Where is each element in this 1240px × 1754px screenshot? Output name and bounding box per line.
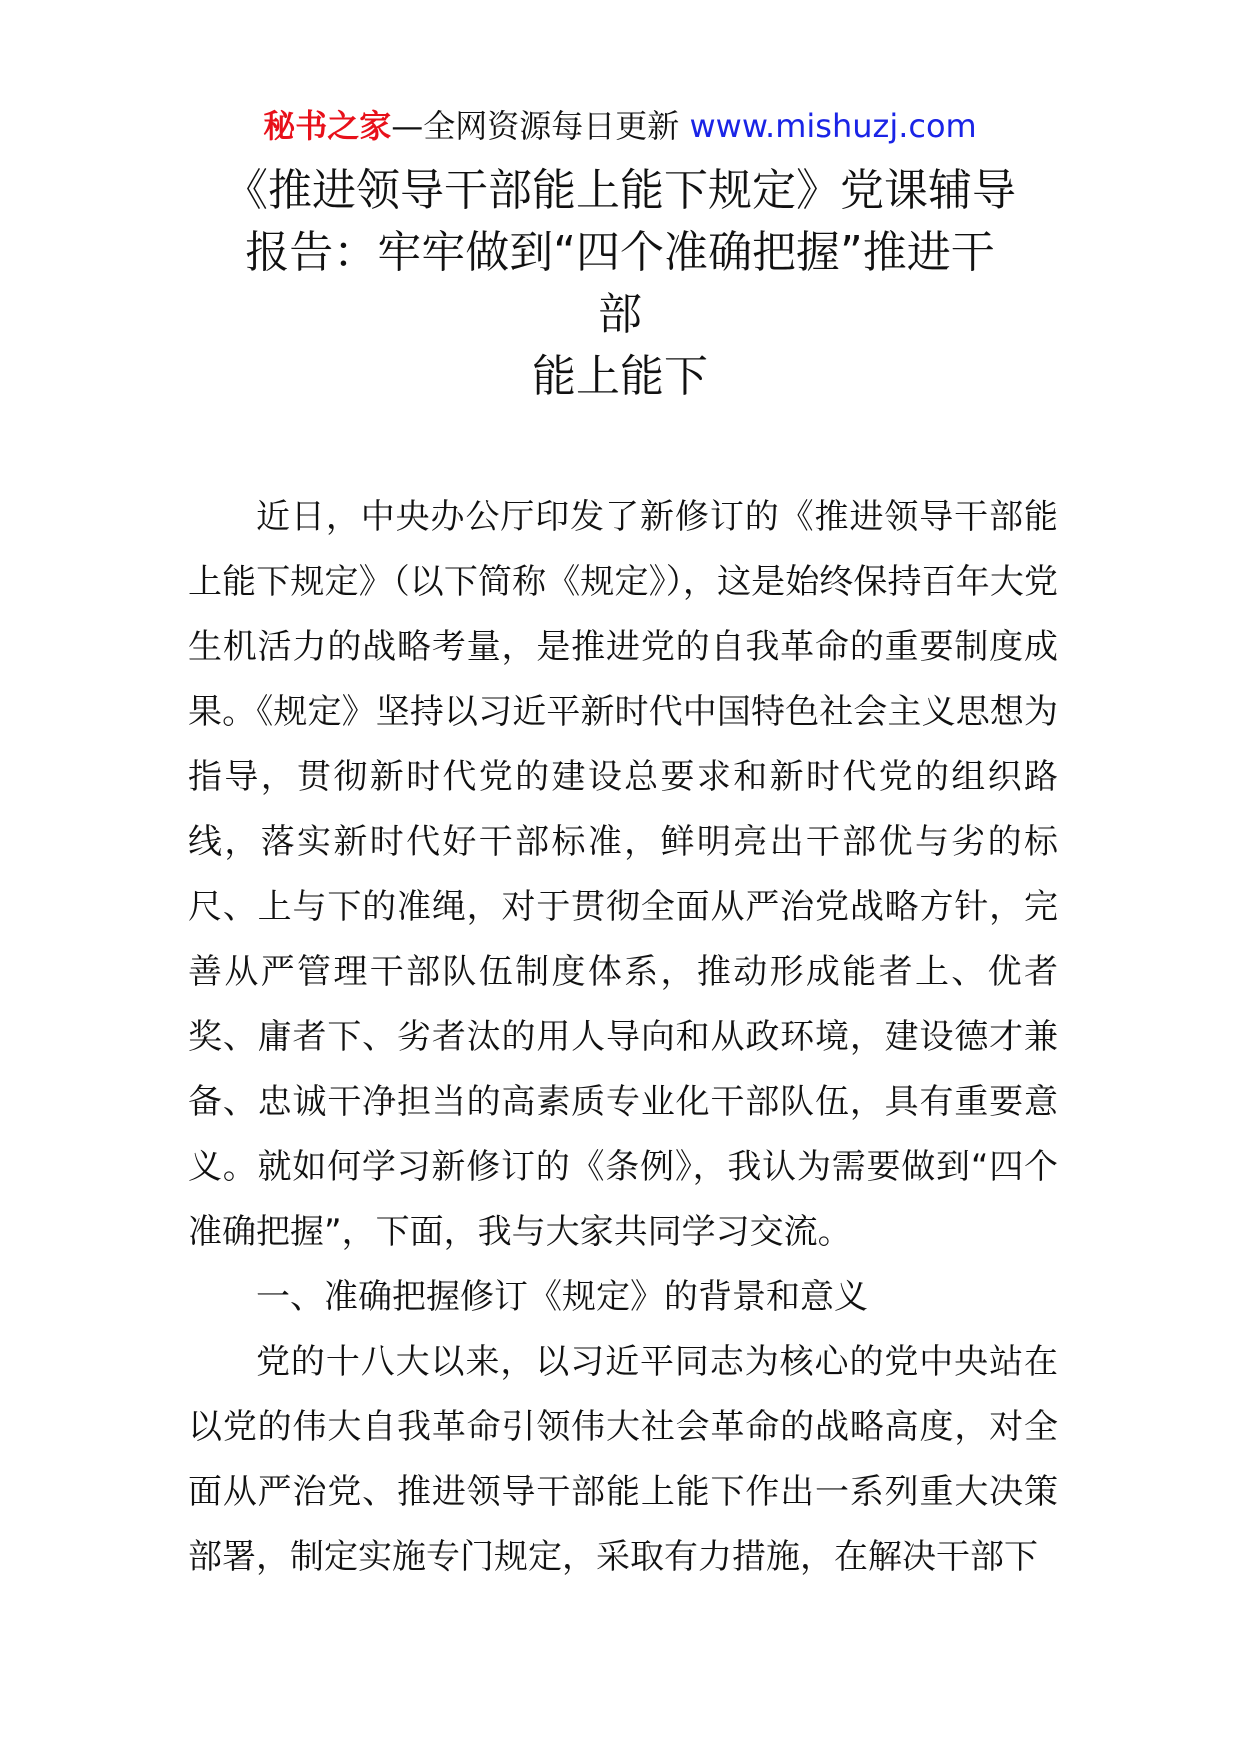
site-header [0, 102, 1240, 150]
site-slogan: —全网资源每日更新 [391, 107, 690, 145]
site-url-link[interactable]: www.mishuzj.com [689, 107, 977, 145]
section-heading: 一、准确把握修订《规定》的背景和意义 [256, 1277, 868, 1317]
title-line: 报告：牢牢做到“四个准确把握”推进干 [245, 227, 995, 278]
title-line: 部 [598, 289, 642, 340]
title-line: 《推进领导干部能上能下规定》党课辅导 [224, 165, 1016, 216]
body-paragraph: 近日，中央办公厅印发了新修订的《推进领导干部能上能下规定》（以下简称《规定》），这是始终保持百年大党生机活力的战略考量，是推进党的自我革命的重要制度成果。《规定》坚持以习近平新时代中国特色社会主义思想为指导，贯彻新时代党的建设总要求和新时代党的组织路线，落实新时代好干部标准，鲜明亮出干部优与劣的标尺、上与下的准绳，对于贯彻全面从严治党战略方针，完善从严管理干部队伍制度体系，推动形成能者上、优者奖、庸者下、劣者汰的用人导向和从政环境，建设德才兼备、忠诚干净担当的高素质专业化干部队伍，具有重要意义。就如何学习新修订的《条例》，我认为需要做到“四个准确把握”，下面，我与大家共同学习交流。 [188, 497, 1058, 1252]
document-body [188, 485, 1058, 1590]
title-line: 能上能下 [532, 351, 708, 402]
body-paragraph: 党的十八大以来，以习近平同志为核心的党中央站在以党的伟大自我革命引领伟大社会革命的战略高度，对全面从严治党、推进领导干部能上能下作出一系列重大决策部署，制定实施专门规定，采取有力措施，在解决干部下 [188, 1342, 1058, 1577]
brand-name: 秘书之家 [263, 107, 392, 145]
document-title [190, 160, 1050, 408]
